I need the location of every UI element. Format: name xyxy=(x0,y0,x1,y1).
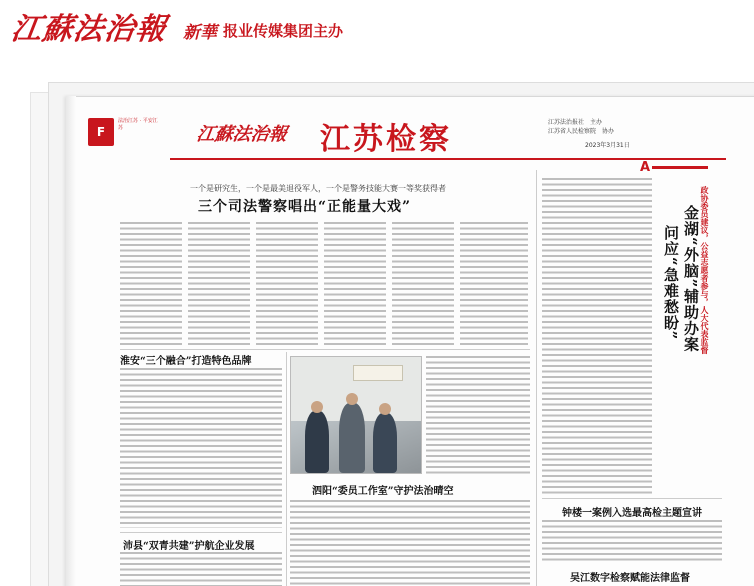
h-rule-left xyxy=(120,532,282,533)
text-block-right-col xyxy=(542,178,652,496)
issue-note: 法治江苏 · 平安江苏 xyxy=(118,118,158,131)
page-fold-shadow xyxy=(66,96,76,586)
page-marker-bar xyxy=(652,166,708,169)
page-letter: A xyxy=(640,160,651,175)
text-block-left-story xyxy=(120,368,282,528)
masthead-logo: 江蘇法治報 xyxy=(9,12,169,47)
xinhua-brand: 新華 xyxy=(183,23,217,43)
vertical-kicker: 政协委员建议，公益志愿者参与，人大代表监督 xyxy=(700,186,710,354)
publisher-info xyxy=(548,118,614,136)
main-kicker: 一个是研究生，一个是最美退役军人，一个是警务技能大赛一等奖获得者 xyxy=(190,184,446,193)
text-block-main-col-3 xyxy=(256,222,318,346)
photo-story-headline[interactable]: 泗阳“委员工作室”守护法治晴空 xyxy=(312,486,454,497)
page-marker xyxy=(640,160,708,175)
h-rule-main xyxy=(120,349,530,350)
right-story-headline[interactable]: 钟楼一案例入选最高检主题宣讲 xyxy=(562,508,702,519)
vertical-headline-line-2[interactable]: 问应“急难愁盼” xyxy=(662,225,680,341)
text-block-main-col-4 xyxy=(324,222,386,346)
h-rule-right xyxy=(542,498,722,499)
group-name: 报业传媒集团主办 xyxy=(223,22,344,40)
text-block-left-bottom xyxy=(120,552,282,586)
publisher-line: 江苏法治报社 主办 xyxy=(548,119,603,126)
left-bottom-story-headline[interactable]: 沛县“双青共建”护航企业发展 xyxy=(123,541,255,552)
text-block-photo-story xyxy=(290,500,530,586)
col-rule-2 xyxy=(536,170,537,586)
col-rule-1 xyxy=(286,352,287,586)
section-title: 江苏检察 xyxy=(320,122,452,157)
main-headline[interactable]: 三个司法警察唱出“正能量大戏” xyxy=(198,199,412,215)
text-block-right-story xyxy=(542,520,722,564)
text-block-main-col-2 xyxy=(188,222,250,346)
right-bottom-story-headline[interactable]: 吴江数字检察赋能法律监督 xyxy=(570,573,690,584)
page-date: 2023年3月31日 xyxy=(585,142,630,149)
masthead-subtitle xyxy=(183,18,343,43)
issue-mark: F xyxy=(88,118,114,146)
text-block-main-col-5 xyxy=(392,222,454,346)
story-photo[interactable] xyxy=(290,356,422,474)
text-block-main-col-1 xyxy=(120,222,182,346)
vertical-headline-line-1[interactable]: 金湖“外脑”辅助办案 xyxy=(682,205,700,353)
photo-side-text xyxy=(426,356,530,474)
publisher-line: 江苏省人民检察院 协办 xyxy=(548,128,615,135)
text-block-main-col-6 xyxy=(460,222,528,346)
left-story-headline[interactable]: 淮安“三个融合”打造特色品牌 xyxy=(120,356,252,367)
paper-logo: 江蘇法治報 xyxy=(195,124,289,145)
